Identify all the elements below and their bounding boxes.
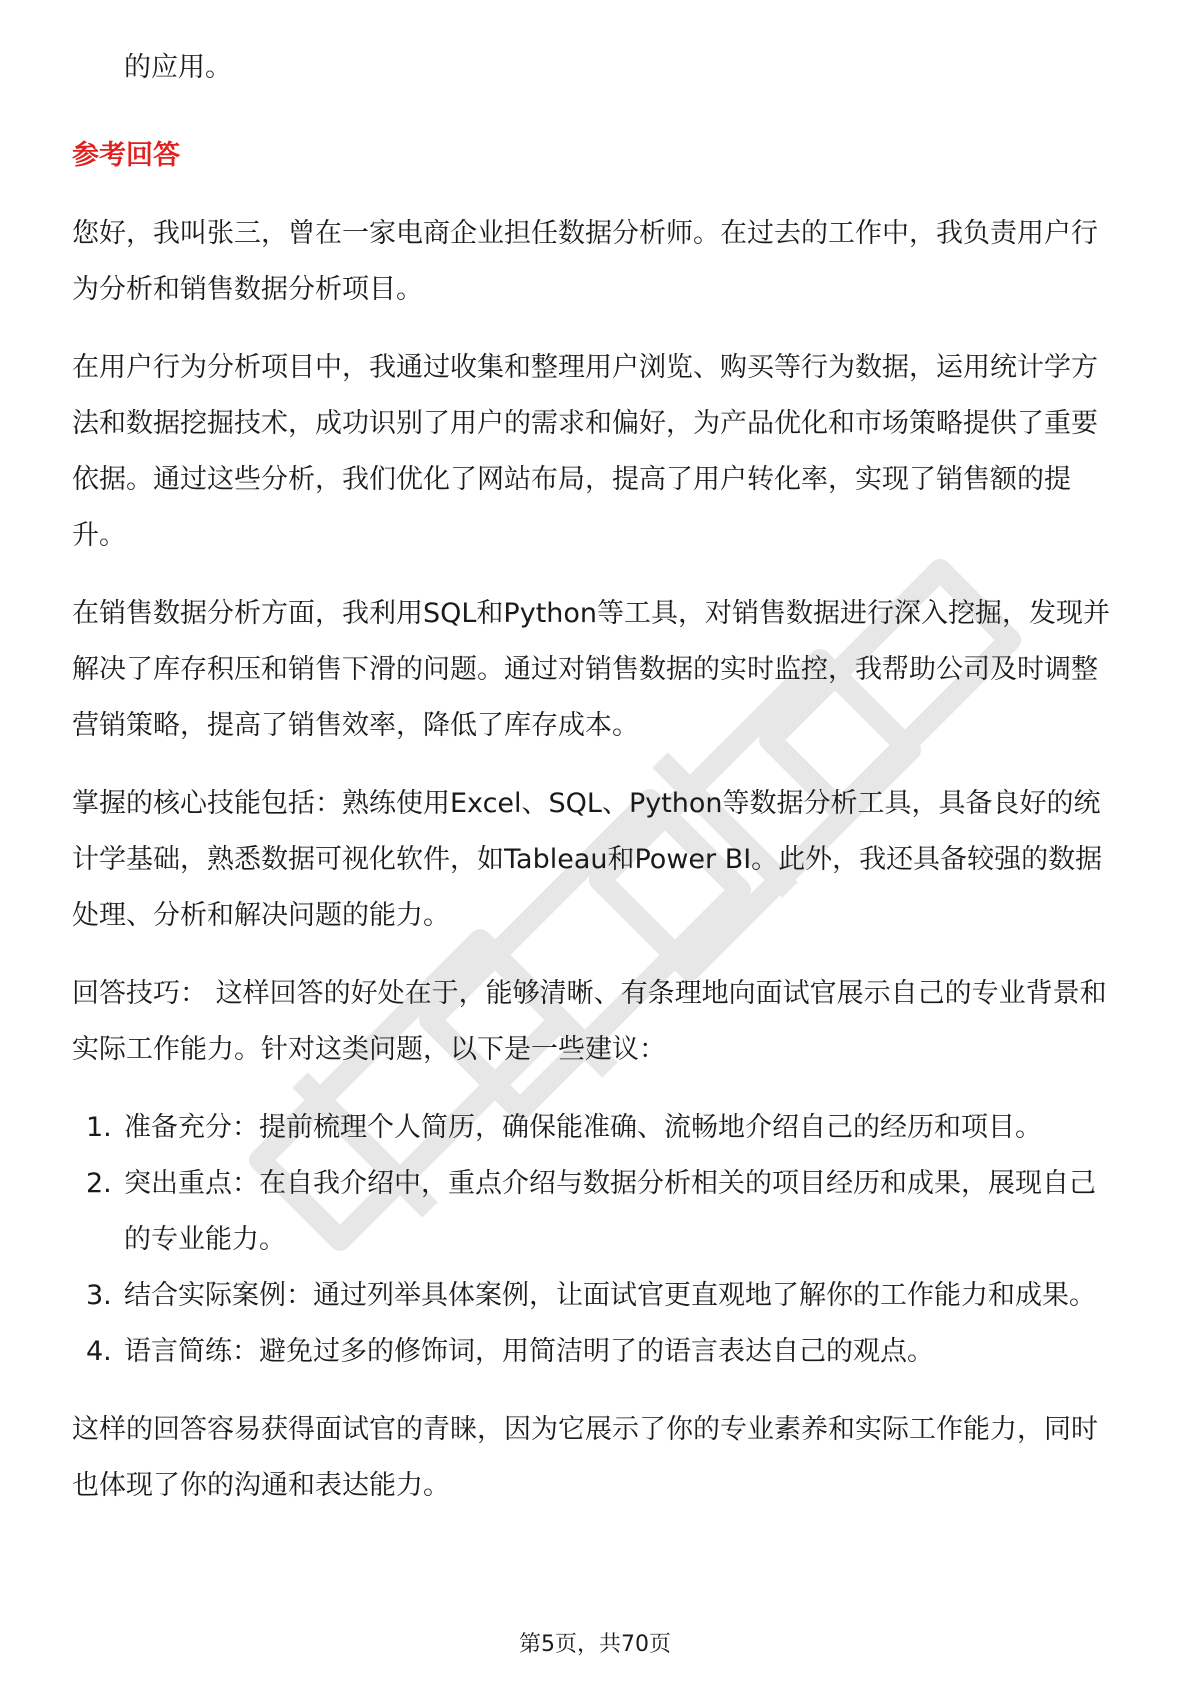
list-item-text: 结合实际案例：通过列举具体案例，让面试官更直观地了解你的工作能力和成果。 (124, 1280, 1096, 1311)
paragraph-answer-tips: 回答技巧： 这样回答的好处在于，能够清晰、有条理地向面试官展示自己的专业背景和实际工作能力。针对这类问题，以下是一些建议： (72, 978, 1107, 1065)
tips-list (72, 1100, 1122, 1380)
paragraph-intro: 您好，我叫张三，曾在一家电商企业担任数据分析师。在过去的工作中，我负责用户行为分析和销售数据分析项目。 (72, 218, 1098, 305)
list-item-number: 1. (86, 1112, 112, 1143)
paragraph-closing: 这样的回答容易获得面试官的青睐，因为它展示了你的专业素养和实际工作能力，同时也体现了你的沟通和表达能力。 (72, 1414, 1098, 1501)
document-body (72, 40, 1122, 1514)
section-heading: 参考回答 (72, 140, 180, 171)
paragraph-core-skills: 掌握的核心技能包括：熟练使用Excel、SQL、Python等数据分析工具，具备良好的统计学基础，熟悉数据可视化软件，如Tableau和Power BI。此外，我还具备较强的数据处理、分析和解决问题的能力。 (72, 788, 1103, 931)
list-item (72, 1156, 1122, 1268)
list-item-number: 3. (86, 1280, 112, 1311)
list-item-text: 语言简练：避免过多的修饰词，用简洁明了的语言表达自己的观点。 (124, 1336, 934, 1367)
list-item (72, 1268, 1122, 1324)
paragraph-sales-analysis: 在销售数据分析方面，我利用SQL和Python等工具，对销售数据进行深入挖掘，发现并解决了库存积压和销售下滑的问题。通过对销售数据的实时监控，我帮助公司及时调整营销策略，提高了销售效率，降低了库存成本。 (72, 598, 1111, 741)
list-item-number: 2. (86, 1168, 112, 1199)
list-item-text: 准备充分：提前梳理个人简历，确保能准确、流畅地介绍自己的经历和项目。 (124, 1112, 1042, 1143)
list-item (72, 1324, 1122, 1380)
page-number: 第5页，共70页 (519, 1632, 671, 1657)
list-item-text: 突出重点：在自我介绍中，重点介绍与数据分析相关的项目经历和成果，展现自己的专业能力。 (124, 1168, 1096, 1255)
list-item-number: 4. (86, 1336, 112, 1367)
list-item (72, 1100, 1122, 1156)
paragraph-user-behavior: 在用户行为分析项目中，我通过收集和整理用户浏览、购买等行为数据，运用统计学方法和数据挖掘技术，成功识别了用户的需求和偏好，为产品优化和市场策略提供了重要依据。通过这些分析，我们优化了网站布局，提高了用户转化率，实现了销售额的提升。 (72, 352, 1098, 551)
continued-line: 的应用。 (124, 52, 232, 83)
